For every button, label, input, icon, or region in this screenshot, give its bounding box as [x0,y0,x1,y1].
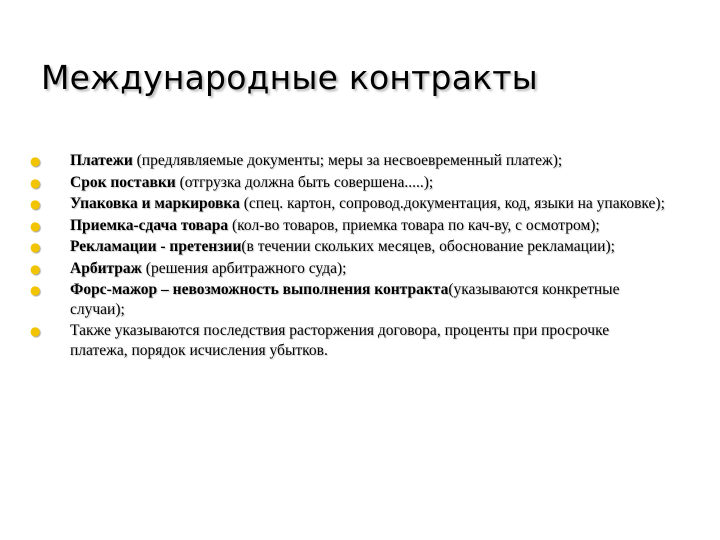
bullet-icon: ● [30,175,41,190]
bullet-list [30,151,670,362]
bullet-icon: ● [30,283,41,297]
item-term: Форс-мажор – невозможность выполнения контракта [70,281,449,298]
slide-title: Международные контракты [41,58,538,97]
bullet-icon: ● [30,261,41,276]
list-item [30,259,670,279]
bullet-icon: ● [30,154,41,168]
bullet-icon: ● [30,240,41,254]
item-text: (предлявляемые документы; меры за несвоевременный платеж); [132,152,563,169]
item-term: Рекламации - претензии [70,238,242,255]
list-item [30,280,670,319]
item-text: (отгрузка должна быть совершена.....); [175,173,434,191]
list-item [30,194,670,214]
list-item [30,173,670,193]
list-item [30,237,670,257]
item-text: (кол-во товаров, приемка товара по кач-ву, с осмотром); [228,216,600,234]
list-item [30,216,670,236]
item-text: Также указываются последствия расторжения договора, проценты при просрочке платежа, порядок исчисления убытков. [70,322,610,359]
item-text: (указываются конкретные случаи); [70,281,620,318]
item-term: Упаковка и маркировка [70,195,240,212]
item-term: Срок поставки [70,173,176,191]
bullet-icon: ● [30,197,41,211]
list-item [30,321,670,360]
bullet-icon: ● [30,324,41,338]
item-text: (решения арбитражного суда); [141,259,347,277]
item-text: (спец. картон, сопровод.документация, код, языки на упаковке); [239,195,665,212]
item-term: Платежи [70,152,133,169]
item-text: (в течении скольких месяцев, обоснование рекламации); [241,238,615,255]
item-term: Приемка-сдача товара [70,216,229,234]
list-item [30,151,670,171]
bullet-icon: ● [30,218,41,233]
item-term: Арбитраж [70,259,142,277]
